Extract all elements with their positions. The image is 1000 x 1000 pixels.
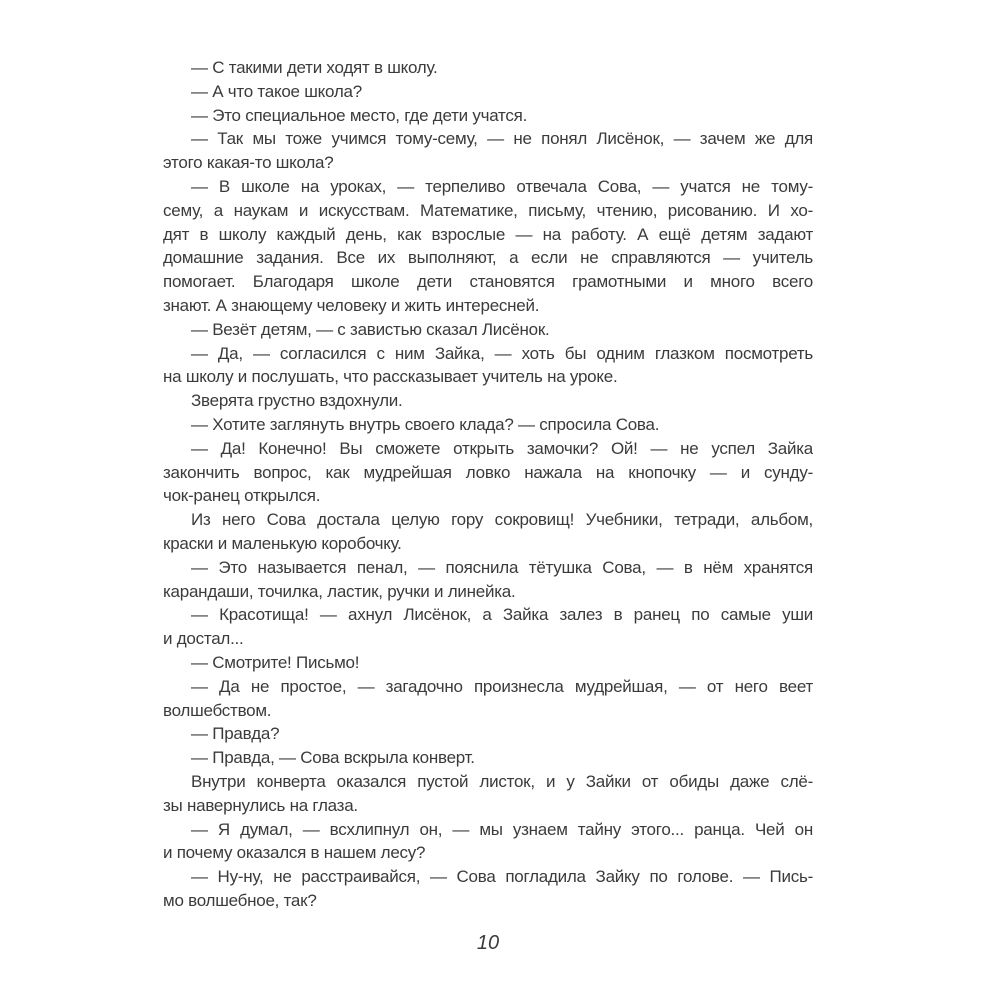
- text-line: — Да! Конечно! Вы сможете открыть замочки? Ой! — не успел Зайка: [191, 438, 813, 458]
- text-line: — С такими дети ходят в школу.: [191, 58, 438, 77]
- text-line: этого какая-то школа?: [163, 153, 334, 173]
- text-line: — Правда?: [191, 724, 280, 744]
- text-line: Зверята грустно вздохнули.: [191, 391, 403, 411]
- text-line: — Так мы тоже учимся тому-сему, — не понял Лисёнок, — зачем же для: [191, 129, 813, 149]
- text-line: — Ну-ну, не расстраивайся, — Сова погладила Зайку по голове. — Пись-: [191, 867, 813, 887]
- text-line: — Это называется пенал, — пояснила тётушка Сова, — в нём хранятся: [191, 557, 813, 577]
- text-line: — Да, — согласился с ним Зайка, — хоть бы одним глазком посмотреть: [191, 343, 813, 363]
- story-text-block: [163, 56, 813, 913]
- text-line: — Хотите заглянуть внутрь своего клада? — спросила Сова.: [191, 414, 660, 434]
- text-line: чок-ранец открылся.: [163, 486, 321, 506]
- text-line: домашние задания. Все их выполняют, а если не справляются — учитель: [163, 248, 813, 268]
- text-line: помогает. Благодаря школе дети становятся грамотными и много всего: [163, 272, 813, 292]
- text-line: Из него Сова достала целую гору сокровищ! Учебники, тетради, альбом,: [191, 510, 813, 530]
- text-line: — Это специальное место, где дети учатся.: [191, 105, 528, 125]
- text-line: знают. А знающему человеку и жить интересней.: [163, 295, 540, 315]
- text-line: — В школе на уроках, — терпеливо отвечала Сова, — учатся не тому-: [191, 176, 813, 196]
- text-line: волшебством.: [163, 700, 272, 720]
- text-line: — Красотища! — ахнул Лисёнок, а Зайка залез в ранец по самые уши: [191, 605, 813, 625]
- text-line: мо волшебное, так?: [163, 890, 317, 910]
- page-number: 10: [476, 932, 500, 954]
- text-line: — Я думал, — всхлипнул он, — мы узнаем тайну этого... ранца. Чей он: [191, 819, 813, 839]
- text-line: сему, а наукам и искусствам. Математике, письму, чтению, рисованию. И хо-: [163, 200, 813, 220]
- text-line: — А что такое школа?: [191, 81, 362, 101]
- text-line: карандаши, точилка, ластик, ручки и линейка.: [163, 581, 516, 601]
- text-line: — Смотрите! Письмо!: [191, 652, 360, 672]
- text-line: дят в школу каждый день, как взрослые — на работу. А ещё детям задают: [163, 224, 813, 244]
- text-line: — Да не простое, — загадочно произнесла мудрейшая, — от него веет: [191, 676, 813, 696]
- text-line: — Везёт детям, — с завистью сказал Лисёнок.: [191, 319, 550, 339]
- text-line: краски и маленькую коробочку.: [163, 533, 402, 553]
- text-line: Внутри конверта оказался пустой листок, и у Зайки от обиды даже слё-: [191, 771, 813, 791]
- text-line: закончить вопрос, как мудрейшая ловко нажала на кнопочку — и сунду-: [163, 462, 813, 482]
- text-line: — Правда, — Сова вскрыла конверт.: [191, 748, 475, 768]
- text-line: на школу и послушать, что рассказывает учитель на уроке.: [163, 367, 618, 387]
- text-line: и достал...: [163, 629, 244, 649]
- text-line: зы навернулись на глаза.: [163, 795, 358, 815]
- text-line: и почему оказался в нашем лесу?: [163, 843, 426, 863]
